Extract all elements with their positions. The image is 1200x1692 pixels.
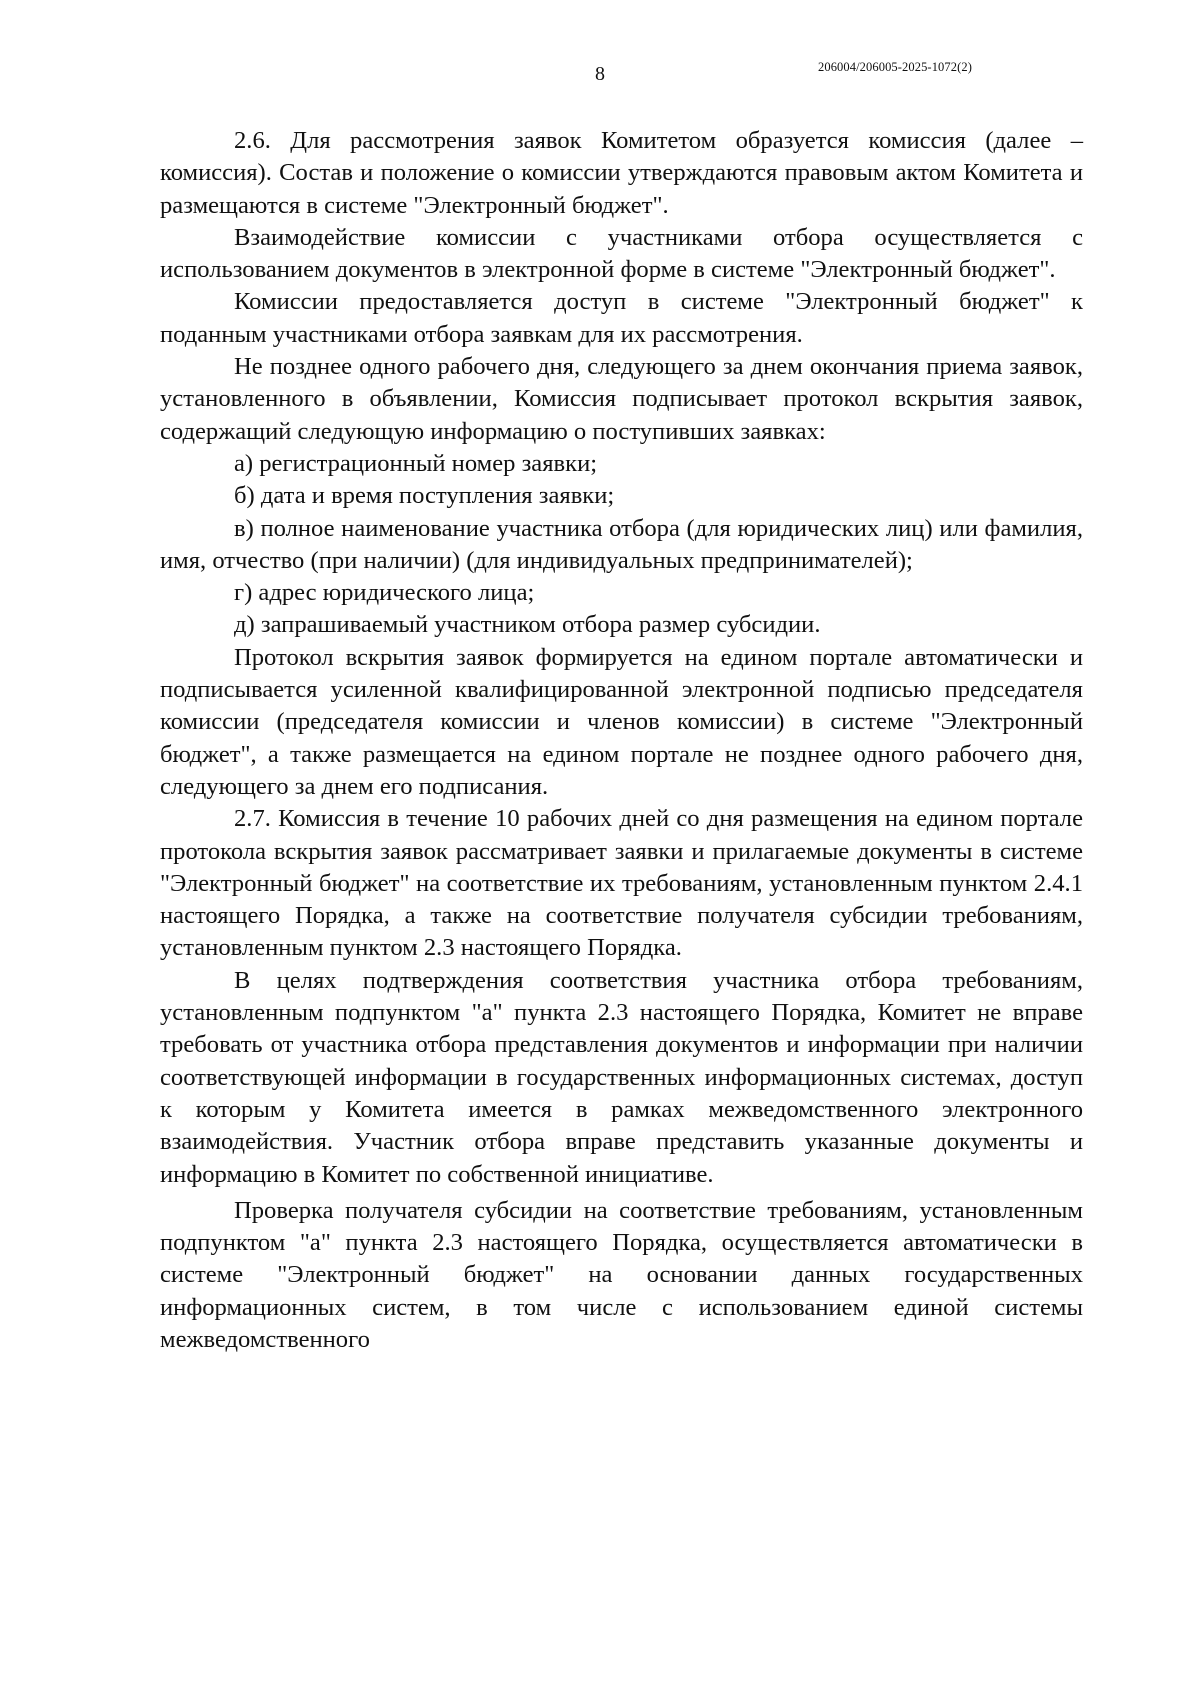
list-item-a: а) регистрационный номер заявки; [234, 449, 598, 477]
paragraph-protocol-formation: Протокол вскрытия заявок формируется на едином портале автоматически и подписывается усиленной квалифицированной электронной подписью председателя комиссии (председателя комиссии и членов комиссии) в системе "Электронный бюджет", а также размещается на едином портале не позднее одного рабочего дня, следующего за днем его подписания. [160, 643, 1083, 800]
list-item-d: д) запрашиваемый участником отбора размер субсидии. [234, 611, 821, 639]
paragraph-2-7: 2.7. Комиссия в течение 10 рабочих дней со дня размещения на едином портале протокола вскрытия заявок рассматривает заявки и прилагаемые документы в системе "Электронный бюджет" на соответствие их требованиям, установленным пунктом 2.4.1 настоящего Порядка, а также на соответствие получателя субсидии требованиям, установленным пунктом 2.3 настоящего Порядка. [160, 805, 1083, 962]
paragraph-protocol-signing: Не позднее одного рабочего дня, следующего за днем окончания приема заявок, установленного в объявлении, Комиссия подписывает протокол вскрытия заявок, содержащий следующую информацию о поступивших заявках: [160, 353, 1083, 445]
paragraph-2-6: 2.6. Для рассмотрения заявок Комитетом образуется комиссия (далее – комиссия). Состав и положение о комиссии утверждаются правовым актом Комитета и размещаются в системе "Электронный бюджет". [160, 127, 1083, 219]
paragraph-access: Комиссии предоставляется доступ в системе "Электронный бюджет" к поданным участниками отбора заявкам для их рассмотрения. [160, 288, 1083, 348]
paragraph-interaction: Взаимодействие комиссии с участниками отбора осуществляется с использованием документов в электронной форме в системе "Электронный бюджет". [160, 223, 1083, 284]
list-item-g: г) адрес юридического лица; [234, 579, 535, 607]
document-registration-code: 206004/206005-2025-1072(2) [818, 60, 972, 74]
list-item-v: в) полное наименование участника отбора (для юридических лиц) или фамилия, имя, отчество (при наличии) (для индивидуальных предпринимателей); [160, 514, 1083, 574]
paragraph-confirmation: В целях подтверждения соответствия участника отбора требованиям, установленным подпунктом "а" пункта 2.3 настоящего Порядка, Комитет не вправе требовать от участника отбора представления документов и информации при наличии соответствующей информации в государственных информационных системах, доступ к которым у Комитета имеется в рамках межведомственного электронного взаимодействия. Участник отбора вправе представить указанные документы и информацию в Комитет по собственной инициативе. [160, 966, 1083, 1188]
list-item-b: б) дата и время поступления заявки; [234, 482, 615, 510]
page-number: 8 [595, 63, 605, 85]
document-body [160, 125, 1083, 1356]
paragraph-verification: Проверка получателя субсидии на соответствие требованиям, установленным подпунктом "а" пункта 2.3 настоящего Порядка, осуществляется автоматически в системе "Электронный бюджет" на основании данных государственных информационных систем, в том числе с использованием единой системы межведомственного [160, 1196, 1083, 1353]
